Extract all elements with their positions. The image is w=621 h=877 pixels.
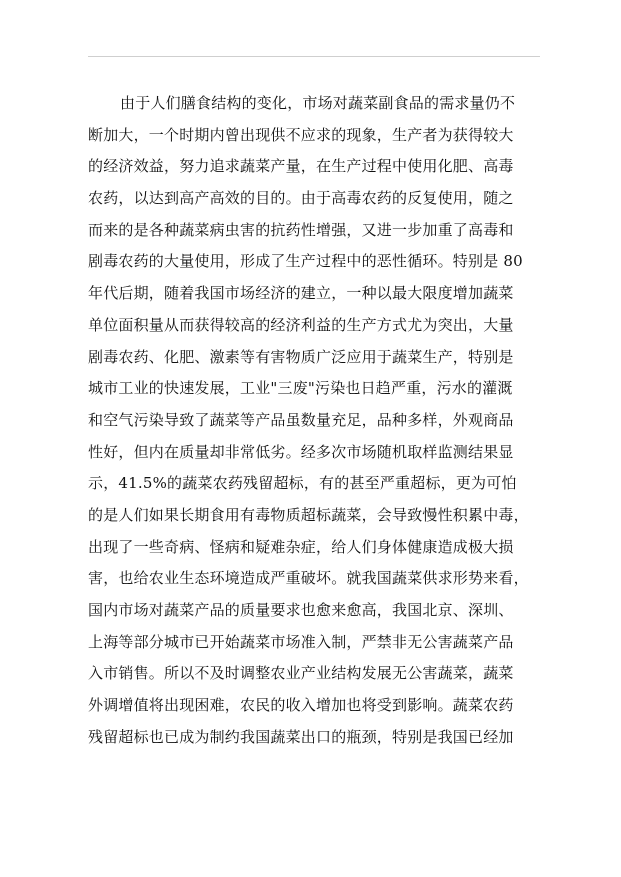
text-line: 而来的是各种蔬菜病虫害的抗药性增强，又进一步加重了高毒和	[88, 220, 514, 239]
text-line: 剧毒农药的大量使用，形成了生产过程中的恶性循环。特别是 80	[88, 252, 523, 271]
text-line: 城市工业的快速发展，工业"三废"污染也日趋严重，污水的灌溉	[88, 379, 513, 398]
text-line: 国内市场对蔬菜产品的质量要求也愈来愈高，我国北京、深圳、	[88, 601, 514, 619]
text-line: 性好，但内在质量却非常低劣。经多次市场随机取样监测结果显	[88, 442, 514, 461]
text-line: 外调增值将出现困难，农民的收入增加也将受到影响。蔬菜农药	[88, 696, 514, 715]
text-line: 入市销售。所以不及时调整农业产业结构发展无公害蔬菜，蔬菜	[88, 664, 514, 683]
text-line: 和空气污染导致了蔬菜等产品虽数量充足，品种多样，外观商品	[88, 410, 514, 429]
text-line: 农药，以达到高产高效的目的。由于高毒农药的反复使用，随之	[88, 189, 514, 208]
text-line: 剧毒农药、化肥、激素等有害物质广泛应用于蔬菜生产，特别是	[88, 347, 514, 366]
text-line: 残留超标也已成为制约我国蔬菜出口的瓶颈，特别是我国已经加	[88, 727, 514, 746]
body-paragraph	[88, 88, 540, 753]
text-line: 由于人们膳食结构的变化，市场对蔬菜副食品的需求量仍不	[120, 94, 516, 112]
header-rule	[88, 56, 540, 57]
text-line: 示，41.5%的蔬菜农药残留超标，有的甚至严重超标，更为可怕	[88, 474, 517, 493]
text-line: 单位面积量从而获得较高的经济利益的生产方式尤为突出，大量	[88, 315, 514, 334]
text-line: 年代后期，随着我国市场经济的建立，一种以最大限度增加蔬菜	[88, 284, 514, 303]
text-line: 的经济效益，努力追求蔬菜产量，在生产过程中使用化肥、高毒	[88, 157, 514, 176]
text-line: 断加大，一个时期内曾出现供不应求的现象，生产者为获得较大	[88, 125, 514, 144]
text-line: 上海等部分城市已开始蔬菜市场准入制，严禁非无公害蔬菜产品	[88, 632, 514, 651]
text-line: 害，也给农业生态环境造成严重破坏。就我国蔬菜供求形势来看，	[88, 569, 529, 588]
text-line: 的是人们如果长期食用有毒物质超标蔬菜，会导致慢性积累中毒，	[88, 505, 529, 524]
text-line: 出现了一些奇病、怪病和疑难杂症，给人们身体健康造成极大损	[88, 537, 514, 556]
